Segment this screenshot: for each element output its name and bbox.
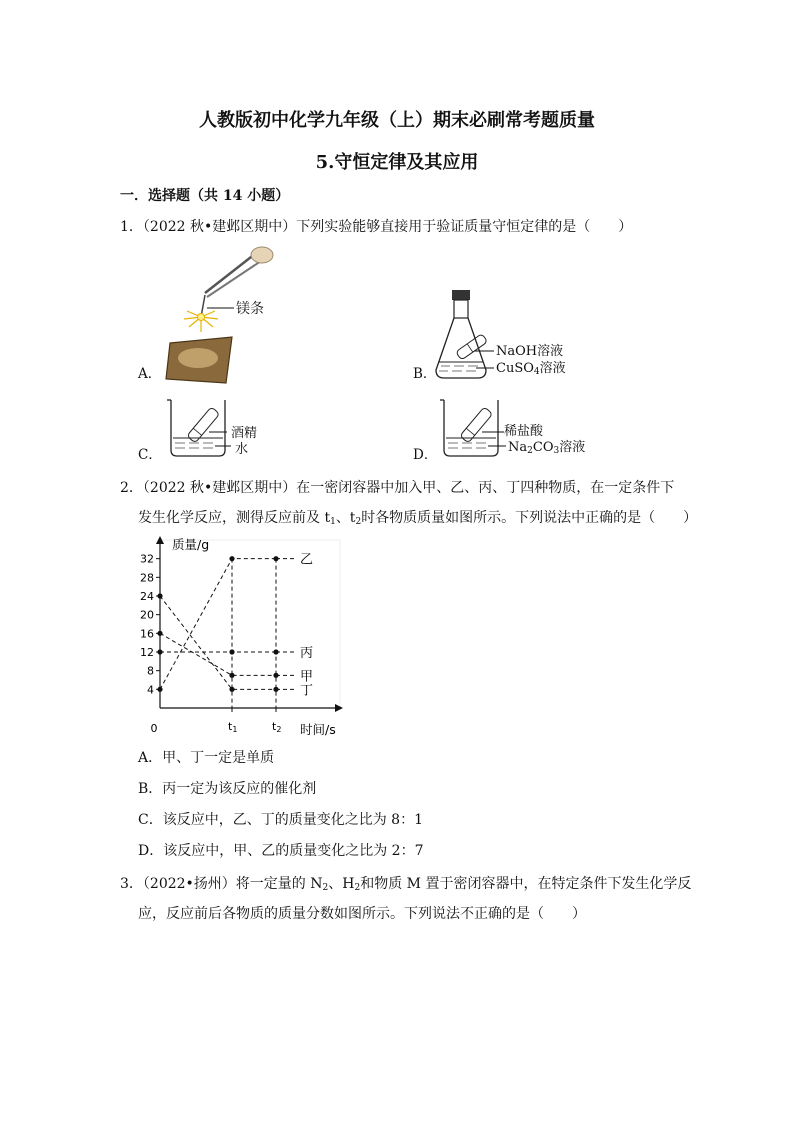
question-number: 1． bbox=[120, 219, 143, 235]
cuso4-solution-label bbox=[496, 359, 566, 382]
data-point-丁 bbox=[157, 593, 162, 598]
question-number: 2． bbox=[120, 480, 143, 496]
document-title: 人教版初中化学九年级（上）期末必刷常考题质量 bbox=[199, 110, 595, 131]
section-heading: 一．选择题（共 14 小题） bbox=[120, 188, 290, 204]
option-c-letter[interactable]: C． bbox=[138, 447, 162, 463]
y-axis-label: 质量/g bbox=[172, 537, 210, 552]
question-text-part: 发生化学反应，测得反应前及 t bbox=[138, 510, 331, 526]
y-tick-label: 28 bbox=[140, 571, 154, 585]
question-text-part: 、t bbox=[335, 510, 356, 526]
y-tick-label: 32 bbox=[140, 552, 154, 566]
x-tick-label: t1 bbox=[228, 720, 238, 734]
cuso4-subscript: 4 bbox=[533, 367, 540, 377]
alcohol-label: 酒精 bbox=[231, 426, 258, 441]
subscript: 2 bbox=[355, 517, 362, 527]
question-3-line-1 bbox=[120, 874, 691, 898]
question-text: （2022 秋•建邺区期中）下列实验能够直接用于验证质量守恒定律的是（ ） bbox=[142, 219, 633, 235]
y-tick-label: 24 bbox=[140, 590, 154, 603]
series-line-甲 bbox=[160, 633, 276, 675]
chart-marks bbox=[140, 553, 313, 734]
q2-option-c[interactable]: C．该反应中，乙、丁的质量变化之比为 8：1 bbox=[138, 812, 423, 828]
na2co3-suffix: 溶液 bbox=[559, 440, 586, 455]
question-1 bbox=[120, 217, 632, 237]
q2-option-a[interactable]: A．甲、丁一定是单质 bbox=[138, 750, 275, 766]
question-text-part: 、H bbox=[328, 876, 355, 892]
na2co3-subscript-1: 2 bbox=[527, 446, 533, 456]
subscript: 2 bbox=[322, 883, 329, 893]
question-text-part: 时各物质质量如图所示。下列说法中正确的是（ ） bbox=[361, 510, 698, 526]
q2-option-d[interactable]: D．该反应中，甲、乙的质量变化之比为 2：7 bbox=[138, 843, 424, 859]
y-tick-label: 8 bbox=[147, 664, 154, 678]
question-text: （2022 秋•建邺区期中）在一密闭容器中加入甲、乙、丙、丁四种物质，在一定条件下 bbox=[142, 480, 675, 496]
series-label-丙: 丙 bbox=[300, 646, 314, 661]
option-d-letter[interactable]: D． bbox=[413, 447, 438, 463]
question-2-line-2 bbox=[138, 508, 697, 532]
series-label-丁: 丁 bbox=[300, 683, 314, 699]
option-c-figure bbox=[165, 396, 305, 462]
data-point-丙 bbox=[273, 649, 278, 654]
q2-option-b[interactable]: B．丙一定为该反应的催化剂 bbox=[138, 781, 317, 797]
na2co3-formula-part2: CO bbox=[532, 440, 554, 455]
data-point-甲 bbox=[229, 673, 234, 678]
na2co3-subscript-2: 3 bbox=[553, 446, 560, 456]
mass-time-chart bbox=[140, 532, 360, 742]
origin-label: 0 bbox=[150, 722, 158, 735]
x-axis-label: 时间/s bbox=[300, 722, 336, 737]
question-2-line-1 bbox=[120, 478, 674, 498]
series-line-乙 bbox=[160, 559, 276, 690]
na2co3-formula-part1: Na bbox=[508, 440, 528, 455]
subscript: 1 bbox=[330, 517, 336, 527]
series-line-丁 bbox=[160, 596, 276, 689]
data-point-乙 bbox=[157, 687, 162, 692]
y-tick-label: 16 bbox=[140, 627, 154, 641]
option-b-letter[interactable]: B． bbox=[413, 366, 437, 382]
magnesium-ribbon-label: 镁条 bbox=[236, 301, 264, 317]
subscript: 2 bbox=[354, 883, 361, 893]
series-label-乙: 乙 bbox=[300, 552, 314, 568]
data-point-甲 bbox=[157, 631, 162, 636]
na2co3-solution-label bbox=[508, 438, 585, 461]
data-point-甲 bbox=[273, 673, 278, 678]
option-a-figure bbox=[140, 245, 390, 385]
question-text-part: （2022•扬州）将一定量的 N bbox=[142, 876, 323, 892]
x-tick-label: t2 bbox=[272, 720, 282, 734]
water-label: 水 bbox=[235, 442, 249, 457]
y-tick-label: 12 bbox=[140, 646, 154, 659]
series-label-甲: 甲 bbox=[300, 669, 314, 685]
cuso4-suffix: 溶液 bbox=[539, 361, 566, 376]
question-3-line-2: 应，反应前后各物质的质量分数如图所示。下列说法不正确的是（ ） bbox=[138, 906, 586, 922]
magnesium-burning-illustration bbox=[140, 245, 390, 385]
y-tick-label: 4 bbox=[147, 683, 154, 697]
y-tick-label: 20 bbox=[140, 608, 154, 622]
option-b-figure bbox=[430, 286, 630, 386]
data-point-丙 bbox=[229, 649, 234, 654]
data-point-乙 bbox=[273, 556, 278, 561]
document-subtitle: 5.守恒定律及其应用 bbox=[315, 152, 479, 173]
data-point-乙 bbox=[229, 556, 234, 561]
x-axis-arrow bbox=[335, 704, 343, 712]
question-number: 3． bbox=[120, 876, 143, 892]
dilute-hcl-label: 稀盐酸 bbox=[504, 424, 544, 439]
naoh-solution-label: NaOH溶液 bbox=[496, 344, 564, 359]
data-point-丁 bbox=[229, 687, 234, 692]
option-a-letter[interactable]: A． bbox=[138, 366, 162, 382]
data-point-丙 bbox=[157, 649, 162, 654]
cuso4-formula: CuSO bbox=[496, 361, 534, 376]
question-text-part: 和物质 M 置于密闭容器中，在特定条件下发生化学反 bbox=[360, 876, 692, 892]
data-point-丁 bbox=[273, 687, 278, 692]
option-d-figure bbox=[438, 396, 628, 462]
